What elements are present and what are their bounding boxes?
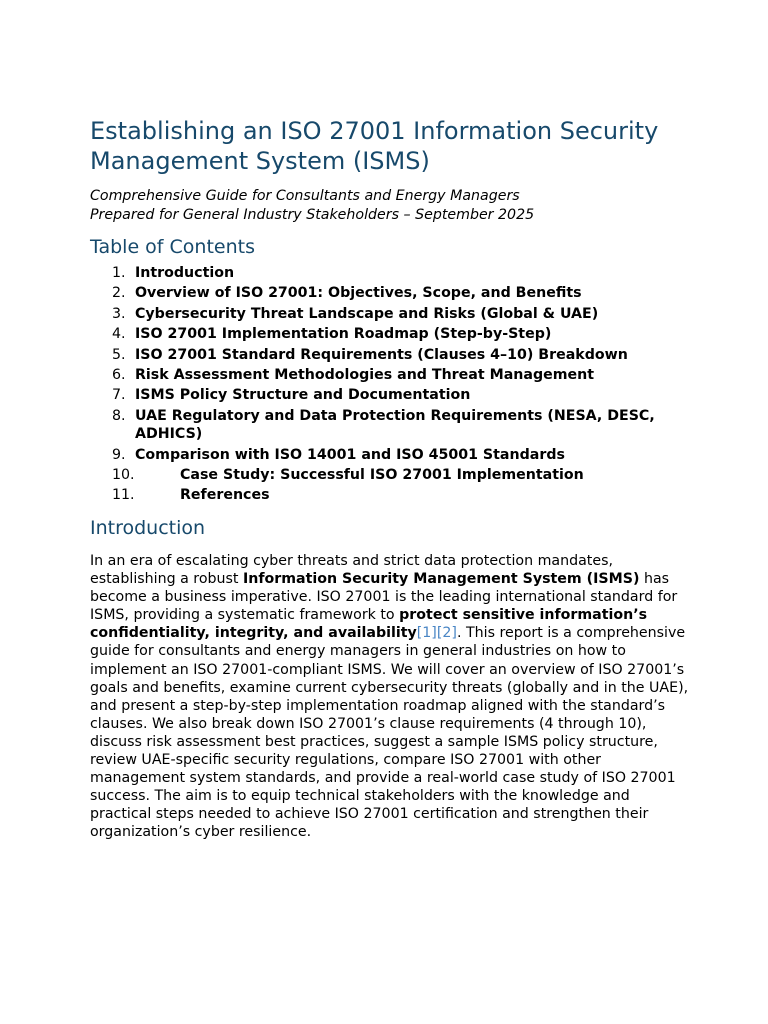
toc-item-label: Cybersecurity Threat Landscape and Risks (Global & UAE) <box>135 305 599 322</box>
toc-item-label: Case Study: Successful ISO 27001 Implementation <box>180 467 584 484</box>
toc-item-number: 2. <box>112 285 126 302</box>
introduction-heading: Introduction <box>90 517 206 539</box>
toc-item-label: Comparison with ISO 14001 and ISO 45001 Standards <box>135 446 565 463</box>
toc-item-number: 5. <box>112 346 126 363</box>
table-of-contents <box>90 264 690 507</box>
intro-bold-cia: protect sensitive information’s confidentiality, integrity, and availability <box>90 607 648 642</box>
toc-item-overview[interactable] <box>90 284 690 303</box>
toc-item-risk-assessment[interactable] <box>90 366 690 385</box>
intro-text-part: In an era of escalating cyber threats and strict data protection mandates, establishing a robust <box>90 553 613 588</box>
toc-item-label: References <box>180 487 270 504</box>
citation-link-2[interactable]: [2] <box>436 625 457 642</box>
introduction-paragraph <box>90 552 690 842</box>
toc-item-number: 10. <box>112 467 135 484</box>
toc-item-comparison[interactable] <box>90 446 690 465</box>
toc-item-number: 9. <box>112 446 126 463</box>
toc-item-label: ISO 27001 Standard Requirements (Clauses 4–10) Breakdown <box>135 346 628 363</box>
toc-item-policy-structure[interactable] <box>90 386 690 405</box>
toc-item-references[interactable] <box>90 486 690 505</box>
toc-item-label: Overview of ISO 27001: Objectives, Scope, and Benefits <box>135 285 582 302</box>
toc-item-roadmap[interactable] <box>90 325 690 344</box>
document-subtitle <box>90 187 690 225</box>
intro-text-part: . This report is a comprehensive guide for consultants and energy managers in general industries on how to implement an ISO 27001-compliant ISMS. We will cover an overview of ISO 27001’s goals and benefits, examine current cybersecurity threats (globally and in the UAE), and present a step-by-step implementation roadmap aligned with the standard’s clauses. We also break down ISO 27001’s clause requirements (4 through 10), discuss risk assessment best practices, suggest a sample ISMS policy structure, review UAE-specific security regulations, compare ISO 27001 with other management system standards, and provide a real-world case study of ISO 27001 success. The aim is to equip technical stakeholders with the knowledge and practical steps needed to achieve ISO 27001 certification and strengthen their organization’s cyber resilience. <box>90 625 689 841</box>
toc-item-label: ISMS Policy Structure and Documentation <box>135 387 471 404</box>
subtitle-line-audience: Comprehensive Guide for Consultants and Energy Managers <box>90 188 520 204</box>
toc-item-label: Risk Assessment Methodologies and Threat Management <box>135 366 595 383</box>
toc-item-threat-landscape[interactable] <box>90 305 690 324</box>
intro-text-part: has become a business imperative. ISO 27001 is the leading international standard for ISMS, providing a systematic framework to <box>90 571 678 624</box>
document-title: Establishing an ISO 27001 Information Security Management System (ISMS) <box>90 117 659 175</box>
toc-item-label: Introduction <box>135 265 235 281</box>
intro-bold-isms: Information Security Management System (ISMS) <box>242 571 640 588</box>
toc-item-label: ISO 27001 Implementation Roadmap (Step-by-Step) <box>135 326 552 343</box>
toc-item-number: 1. <box>112 265 126 281</box>
toc-item-uae-regulatory[interactable] <box>90 407 690 444</box>
toc-item-number: 3. <box>112 305 126 322</box>
toc-heading: Table of Contents <box>90 236 255 258</box>
toc-item-label: UAE Regulatory and Data Protection Requirements (NESA, DESC, ADHICS) <box>135 407 655 443</box>
toc-item-number: 11. <box>112 487 135 504</box>
toc-item-introduction[interactable] <box>90 264 690 283</box>
toc-item-case-study[interactable] <box>90 466 690 485</box>
toc-item-number: 6. <box>112 366 126 383</box>
toc-item-number: 7. <box>112 387 126 404</box>
toc-item-number: 4. <box>112 326 126 343</box>
subtitle-line-prepared: Prepared for General Industry Stakeholders – September 2025 <box>90 207 535 223</box>
toc-item-requirements[interactable] <box>90 346 690 365</box>
toc-item-number: 8. <box>112 407 126 424</box>
citation-link-1[interactable]: [1] <box>416 625 437 642</box>
